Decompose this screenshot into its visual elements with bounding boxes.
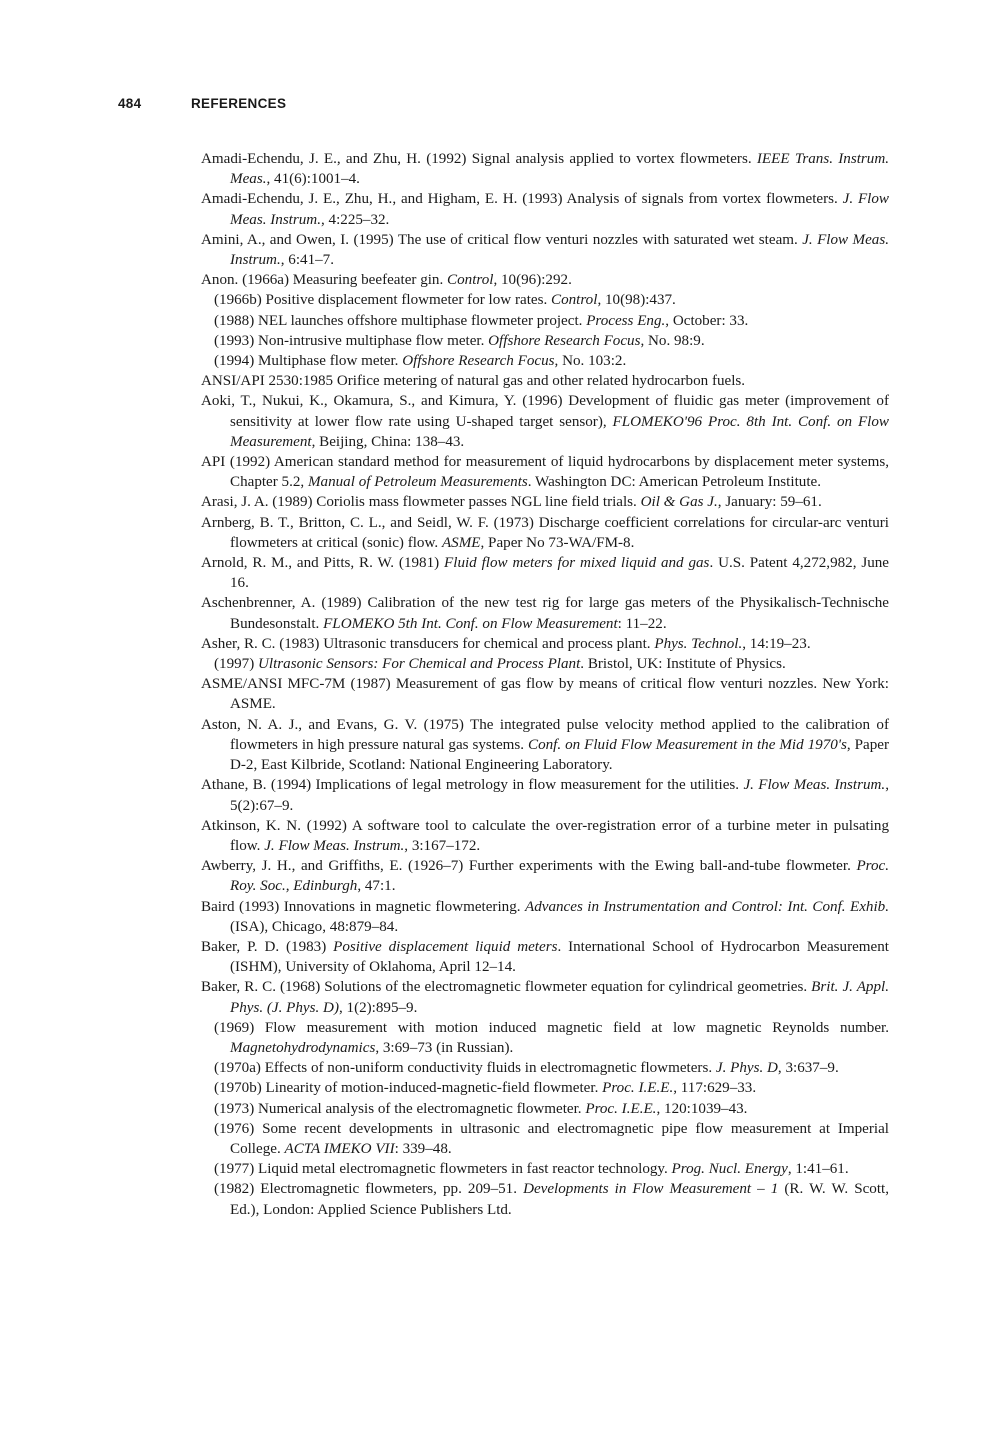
reference-text: , January: 59–61. bbox=[717, 494, 822, 511]
reference-text: , 4:225–32. bbox=[320, 211, 390, 228]
reference-text: Atkinson, K. N. (1992) A software tool to calculate the over-registration error of a turbine meter in pulsating flow. bbox=[201, 817, 889, 854]
reference-text: Anon. (1966a) Measuring beefeater gin. bbox=[201, 272, 448, 289]
reference-text: , 1:41–61. bbox=[787, 1161, 849, 1178]
reference-italic-text: ACTA IMEKO VII bbox=[284, 1140, 395, 1157]
reference-text: Aschenbrenner, A. (1989) Calibration of the new test rig for large gas meters of the Physikalisch-Technische Bundesonstalt. bbox=[201, 595, 889, 632]
reference-entry bbox=[201, 553, 889, 593]
reference-italic-text: J. Flow Meas. Instrum. bbox=[230, 231, 889, 269]
reference-text: . International School of Hydrocarbon Measurement (ISHM), University of Oklahoma, April 12–14. bbox=[230, 938, 889, 976]
reference-entry bbox=[201, 149, 889, 189]
reference-entry bbox=[201, 593, 889, 633]
reference-text: , 6:41–7. bbox=[280, 252, 334, 269]
reference-text: , 10(98):437. bbox=[597, 292, 676, 309]
reference-entry bbox=[201, 189, 889, 229]
reference-italic-text: Offshore Research Focus bbox=[488, 332, 641, 349]
reference-italic-text: Proc. I.E.E. bbox=[585, 1100, 657, 1117]
reference-text: (1970b) Linearity of motion-induced-magnetic-field flowmeter. bbox=[214, 1080, 603, 1097]
reference-entry bbox=[201, 492, 889, 512]
reference-italic-text: Prog. Nucl. Energy bbox=[671, 1161, 788, 1178]
reference-italic-text: Developments in Flow Measurement – 1 bbox=[523, 1181, 779, 1198]
reference-entry bbox=[201, 331, 889, 351]
reference-entry bbox=[201, 977, 889, 1017]
reference-italic-text: IEEE Trans. Instrum. Meas. bbox=[230, 151, 889, 188]
reference-text: . U.S. Patent 4,272,982, June 16. bbox=[230, 555, 890, 592]
reference-italic-text: Control bbox=[551, 292, 598, 309]
reference-entry bbox=[201, 1159, 889, 1179]
reference-italic-text: Phys. Technol. bbox=[654, 635, 743, 652]
reference-italic-text: Positive displacement liquid meters bbox=[333, 938, 558, 955]
reference-entry bbox=[201, 634, 889, 654]
reference-text: , 3:167–172. bbox=[404, 837, 481, 854]
reference-italic-text: J. Phys. D bbox=[715, 1060, 778, 1077]
reference-italic-text: Advances in Instrumentation and Control: Int. Conf. Exhib. bbox=[525, 898, 889, 915]
reference-italic-text: FLOMEKO 5th Int. Conf. on Flow Measurement bbox=[323, 615, 618, 632]
reference-italic-text: FLOMEKO'96 Proc. 8th Int. Conf. on Flow Measurement bbox=[230, 413, 889, 450]
page-header bbox=[118, 96, 898, 116]
reference-italic-text: Manual of Petroleum Measurements bbox=[307, 474, 528, 491]
reference-text: Amadi-Echendu, J. E., and Zhu, H. (1992) Signal analysis applied to vortex flowmeters. bbox=[201, 151, 757, 167]
reference-entry bbox=[201, 816, 889, 856]
reference-text: Arasi, J. A. (1989) Coriolis mass flowmeter passes NGL line field trials. bbox=[201, 494, 641, 511]
reference-italic-text: Offshore Research Focus bbox=[402, 353, 555, 370]
reference-entry bbox=[201, 775, 889, 815]
reference-entry bbox=[201, 897, 889, 937]
reference-text: , 5(2):67–9. bbox=[230, 777, 889, 814]
reference-italic-text: J. Flow Meas. Instrum. bbox=[743, 777, 886, 794]
reference-text: (1973) Numerical analysis of the electromagnetic flowmeter. bbox=[214, 1100, 586, 1117]
reference-text: : 11–22. bbox=[617, 615, 667, 632]
reference-italic-text: Control bbox=[447, 272, 494, 289]
reference-text: . Bristol, UK: Institute of Physics. bbox=[580, 656, 786, 673]
reference-text: , 41(6):1001–4. bbox=[266, 171, 360, 188]
reference-text: (1997) bbox=[214, 656, 259, 673]
reference-entry bbox=[201, 290, 889, 310]
reference-entry bbox=[201, 937, 889, 977]
reference-text: (1976) Some recent developments in ultrasonic and electromagnetic pipe flow measurement at Imperial College. bbox=[214, 1120, 889, 1157]
reference-entry bbox=[201, 1058, 889, 1078]
reference-text: Amini, A., and Owen, I. (1995) The use of critical flow venturi nozzles with saturated wet steam. bbox=[201, 231, 803, 248]
reference-text: (1970a) Effects of non-uniform conductivity fluids in electromagnetic flowmeters. bbox=[214, 1060, 716, 1077]
reference-italic-text: Process Eng. bbox=[586, 312, 666, 329]
reference-italic-text: Proc. I.E.E. bbox=[602, 1080, 674, 1097]
reference-entry bbox=[201, 1018, 889, 1058]
reference-text: : 339–48. bbox=[394, 1140, 452, 1157]
reference-text: API (1992) American standard method for measurement of liquid hydrocarbons by displacement meter systems, Chapter 5.2, bbox=[201, 454, 889, 491]
reference-italic-text: Magnetohydrodynamics bbox=[230, 1039, 376, 1056]
reference-text: (1994) Multiphase flow meter. bbox=[214, 353, 403, 370]
reference-italic-text: Conf. on Fluid Flow Measurement in the Mid 1970's bbox=[528, 736, 847, 753]
reference-text: Asher, R. C. (1983) Ultrasonic transducers for chemical and process plant. bbox=[201, 635, 655, 652]
running-head: REFERENCES bbox=[191, 96, 287, 111]
reference-entry bbox=[201, 715, 889, 776]
reference-italic-text: Brit. J. Appl. Phys. (J. Phys. D) bbox=[230, 979, 889, 1016]
reference-entry bbox=[201, 270, 889, 290]
reference-text: Amadi-Echendu, J. E., Zhu, H., and Higham, E. H. (1993) Analysis of signals from vortex flowmeters. bbox=[201, 191, 843, 208]
page-number: 484 bbox=[118, 96, 142, 111]
reference-text: (1993) Non-intrusive multiphase flow meter. bbox=[214, 332, 489, 349]
reference-text: (R. W. W. Scott, Ed.), London: Applied Science Publishers Ltd. bbox=[230, 1181, 889, 1218]
reference-text: Arnold, R. M., and Pitts, R. W. (1981) bbox=[201, 555, 445, 572]
reference-text: Athane, B. (1994) Implications of legal metrology in flow measurement for the utilities. bbox=[201, 777, 744, 794]
reference-text: Baker, P. D. (1983) bbox=[201, 938, 334, 955]
reference-italic-text: J. Flow Meas. Instrum. bbox=[264, 837, 405, 854]
reference-text: (1988) NEL launches offshore multiphase flowmeter project. bbox=[214, 312, 587, 329]
reference-entry bbox=[201, 856, 889, 896]
reference-italic-text: Oil & Gas J. bbox=[640, 494, 718, 511]
reference-entry bbox=[201, 351, 889, 371]
reference-text: , 3:69–73 (in Russian). bbox=[375, 1039, 514, 1056]
reference-italic-text: J. Flow Meas. Instrum. bbox=[230, 191, 889, 228]
reference-entry bbox=[201, 230, 889, 270]
reference-text: (1969) Flow measurement with motion induced magnetic field at low magnetic Reynolds number. bbox=[214, 1019, 889, 1036]
reference-text: , 117:629–33. bbox=[673, 1080, 757, 1097]
reference-text: . Washington DC: American Petroleum Institute. bbox=[527, 474, 821, 491]
reference-text: Arnberg, B. T., Britton, C. L., and Seidl, W. F. (1973) Discharge coefficient correlations for circular-arc venturi flowmeters at critical (sonic) flow. bbox=[201, 514, 889, 551]
reference-entry bbox=[201, 1078, 889, 1098]
reference-entry bbox=[201, 513, 889, 553]
reference-text: , Beijing, China: 138–43. bbox=[311, 433, 465, 450]
reference-entry bbox=[201, 1119, 889, 1159]
reference-text: , 47:1. bbox=[357, 878, 396, 895]
reference-text: , 3:637–9. bbox=[777, 1060, 839, 1077]
reference-entry bbox=[201, 654, 889, 674]
reference-text: , 1(2):895–9. bbox=[338, 999, 418, 1016]
reference-text: , 120:1039–43. bbox=[656, 1100, 748, 1117]
reference-italic-text: Ultrasonic Sensors: For Chemical and Process Plant bbox=[258, 656, 581, 673]
reference-text: , October: 33. bbox=[665, 312, 749, 329]
reference-text: , 10(96):292. bbox=[493, 272, 572, 289]
reference-text: , No. 103:2. bbox=[554, 353, 627, 370]
reference-text: , Paper D-2, East Kilbride, Scotland: National Engineering Laboratory. bbox=[230, 736, 889, 774]
reference-entry bbox=[201, 452, 889, 492]
reference-text: ASME/ANSI MFC-7M (1987) Measurement of gas flow by means of critical flow venturi nozzles. New York: ASME. bbox=[201, 676, 889, 713]
reference-text: Aoki, T., Nukui, K., Okamura, S., and Kimura, Y. (1996) Development of fluidic gas meter (improvement of sensitivity at lower flow rate using U-shaped target sensor), bbox=[201, 393, 889, 430]
reference-entry bbox=[201, 1179, 889, 1219]
reference-list bbox=[201, 149, 889, 1220]
reference-text: Awberry, J. H., and Griffiths, E. (1926–7) Further experiments with the Ewing ball-and-tube flowmeter. bbox=[201, 858, 857, 875]
reference-text: (1982) Electromagnetic flowmeters, pp. 209–51. bbox=[214, 1181, 524, 1198]
reference-italic-text: Fluid flow meters for mixed liquid and gas bbox=[444, 555, 710, 572]
reference-text: Baker, R. C. (1968) Solutions of the electromagnetic flowmeter equation for cylindrical geometries. bbox=[201, 979, 812, 996]
reference-entry bbox=[201, 371, 889, 391]
reference-italic-text: Proc. Roy. Soc., Edinburgh bbox=[230, 858, 889, 895]
reference-italic-text: ASME bbox=[441, 534, 481, 551]
reference-text: (1966b) Positive displacement flowmeter for low rates. bbox=[214, 292, 552, 309]
reference-entry bbox=[201, 391, 889, 452]
reference-text: Aston, N. A. J., and Evans, G. V. (1975) The integrated pulse velocity method applied to the calibration of flowmeters in high pressure natural gas systems. bbox=[201, 716, 889, 753]
reference-text: , 14:19–23. bbox=[742, 635, 811, 652]
reference-text: , Paper No 73-WA/FM-8. bbox=[480, 534, 635, 551]
reference-text: , No. 98:9. bbox=[640, 332, 705, 349]
reference-entry bbox=[201, 1099, 889, 1119]
reference-entry bbox=[201, 311, 889, 331]
reference-text: Baird (1993) Innovations in magnetic flowmetering. bbox=[201, 898, 525, 915]
reference-text: (1977) Liquid metal electromagnetic flowmeters in fast reactor technology. bbox=[214, 1161, 672, 1178]
reference-text: ANSI/API 2530:1985 Orifice metering of natural gas and other related hydrocarbon fuels. bbox=[201, 373, 746, 390]
reference-text: (ISA), Chicago, 48:879–84. bbox=[230, 918, 399, 935]
reference-entry bbox=[201, 674, 889, 714]
